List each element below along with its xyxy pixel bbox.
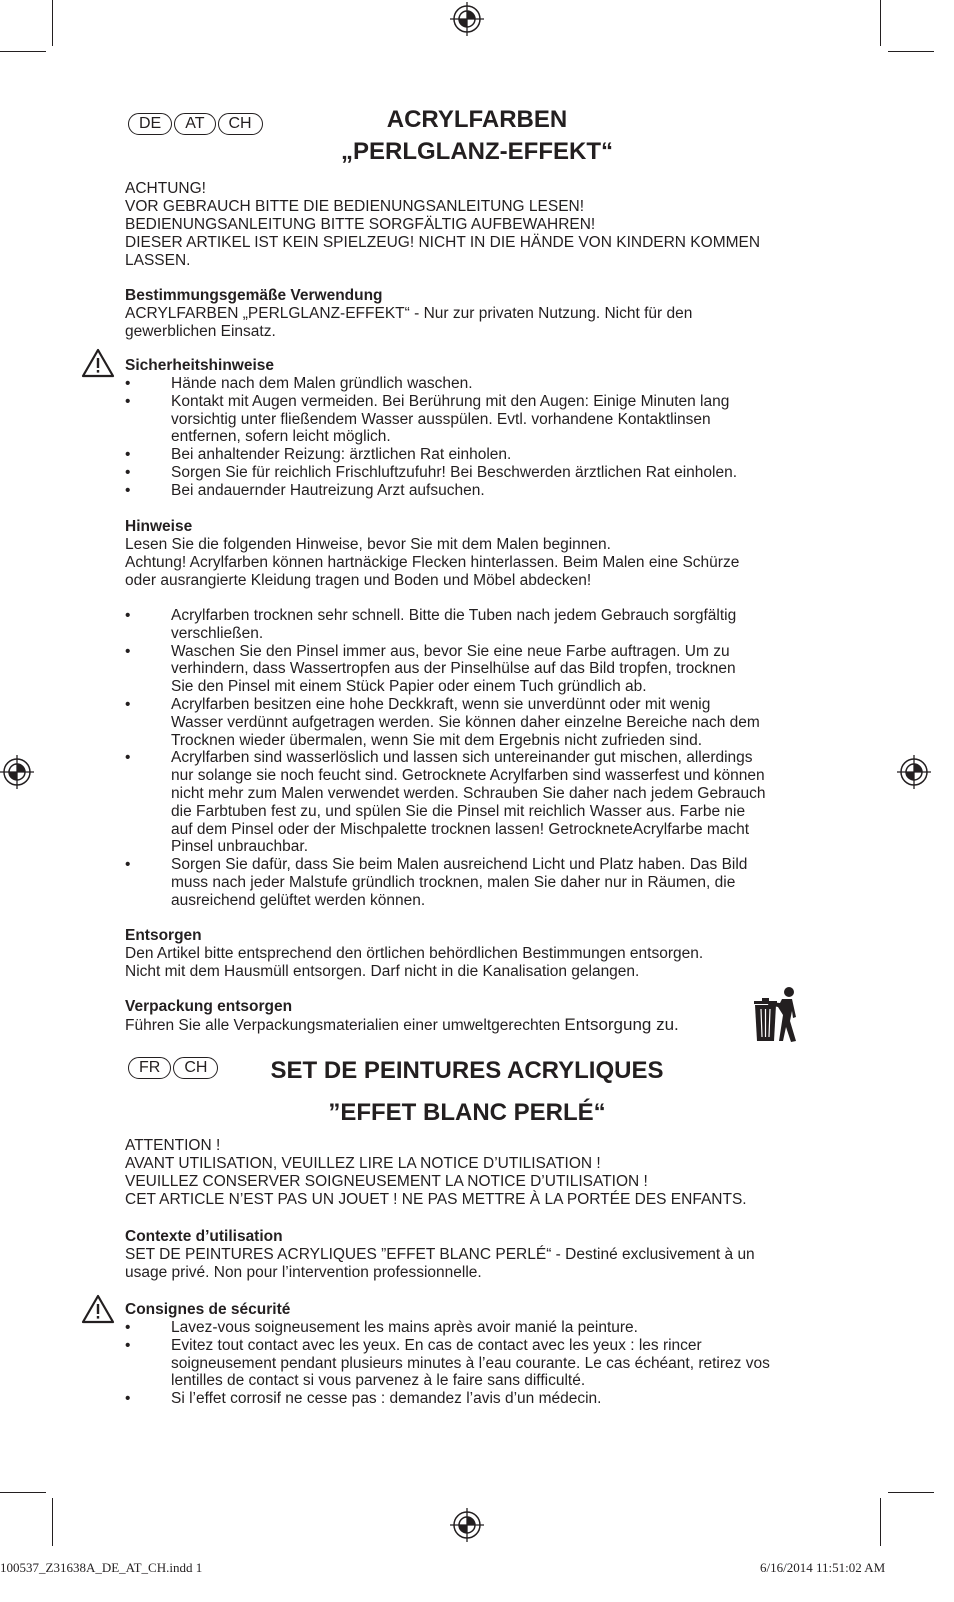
- paragraph-line: Führen Sie alle Verpackungsmaterialien einer umweltgerechten: [125, 1017, 565, 1034]
- title-line: „PERLGLANZ-EFFEKT“: [341, 138, 613, 165]
- section-heading: Contexte d’utilisation: [125, 1228, 283, 1245]
- paragraph-line: Nicht mit dem Hausmüll entsorgen. Darf nicht in die Kanalisation gelangen.: [125, 963, 640, 980]
- warning-line: BEDIENUNGSANLEITUNG BITTE SORGFÄLTIG AUFBEWAHREN!: [125, 216, 596, 233]
- paragraph-line: usage privé. Non pour l’intervention professionnelle.: [125, 1264, 482, 1281]
- language-badge: CH: [173, 1057, 218, 1079]
- crop-mark: [880, 0, 881, 46]
- waste-bin-person-icon: [752, 985, 800, 1043]
- safety-section: [125, 357, 825, 500]
- language-badge: DE: [128, 113, 172, 135]
- paragraph-line: Lesen Sie die folgenden Hinweise, bevor Sie mit dem Malen beginnen.: [125, 536, 611, 553]
- language-badge: AT: [174, 113, 215, 135]
- list-item: • Hände nach dem Malen gründlich waschen.: [125, 375, 473, 392]
- list-item: • Sorgen Sie für reichlich Frischluftzufuhr! Bei Beschwerden ärztlichen Rat einholen.: [125, 463, 738, 481]
- section-title: [0, 1050, 934, 1134]
- section-heading: Entsorgen: [125, 927, 202, 944]
- crop-mark: [52, 0, 53, 46]
- list-item: • Acrylfarben sind wasserlöslich und lassen sich untereinander gut mischen, allerdings nur solange sie noch feucht sind. Getrocknete Acrylfarben sind wasserfest und können nicht mehr zum Malen verwendet werden. Schrauben Sie daher nach jedem Gebrauch die Farbtuben fest zu, und spülen Sie die Pinsel mit reichlich Wasser aus. Farbe nie auf dem Pinsel oder der Mischpalette trocknen lassen! GetrockneteAcrylfarbe macht Pinsel unbrauchbar.: [125, 749, 766, 856]
- warning-block: [125, 180, 760, 270]
- list-item: • Sorgen Sie dafür, dass Sie beim Malen ausreichend Licht und Platz haben. Das Bild muss nach jeder Malstufe gründlich trocknen, malen Sie daher nur in Räumen, die ausreichend gelüftet werden können.: [125, 856, 748, 909]
- warning-line: VEUILLEZ CONSERVER SOIGNEUSEMENT LA NOTICE D’UTILISATION !: [125, 1173, 648, 1190]
- paragraph-line: ACRYLFARBEN „PERLGLANZ-EFFEKT“ - Nur zur privaten Nutzung. Nicht für den: [125, 305, 693, 322]
- title-line: ”EFFET BLANC PERLÉ“: [328, 1099, 606, 1126]
- language-badge: CH: [218, 113, 263, 135]
- list-item: • Evitez tout contact avec les yeux. En cas de contact avec les yeux : les rincer soigneusement pendant plusieurs minutes à l’eau courante. Le cas échéant, retirez vos lentilles de contact si vous parvenez à le faire sans difficulté.: [125, 1336, 770, 1390]
- paragraph-line-end: Entsorgung zu.: [564, 1015, 679, 1034]
- paragraph-line: oder ausrangierte Kleidung tragen und Boden und Möbel abdecken!: [125, 572, 592, 589]
- safety-list: [125, 1319, 845, 1408]
- title-line: ACRYLFARBEN: [386, 106, 568, 133]
- notes-list: [125, 607, 766, 910]
- intended-use-section: [125, 1228, 755, 1282]
- crop-mark: [888, 1492, 934, 1493]
- list-item: • Waschen Sie den Pinsel immer aus, bevor Sie eine neue Farbe auftragen. Um zu verhindern, dass Wassertropfen aus der Pinselhülse auf das Bild tropfen, trocknen Sie den Pinsel mit einem Stück Papier oder einem Tuch gründlich ab.: [125, 642, 736, 696]
- warning-block: [125, 1137, 747, 1209]
- page-title: [0, 104, 954, 168]
- warning-line: VOR GEBRAUCH BITTE DIE BEDIENUNGSANLEITUNG LESEN!: [125, 198, 585, 215]
- list-item: • Kontakt mit Augen vermeiden. Bei Berührung mit den Augen: Einige Minuten lang vorsichtig unter fließendem Wasser ausspülen. Evtl. vorhandene Kontaktlinsen entfernen, sofern leicht möglich.: [125, 392, 730, 446]
- warning-line: ATTENTION !: [125, 1137, 221, 1154]
- crop-mark: [880, 1498, 881, 1546]
- registration-mark-icon: [450, 2, 484, 36]
- paragraph-line: Den Artikel bitte entsprechend den örtlichen behördlichen Bestimmungen entsorgen.: [125, 945, 704, 962]
- paragraph-line: SET DE PEINTURES ACRYLIQUES ”EFFET BLANC PERLÉ“ - Destiné exclusivement à un: [125, 1246, 755, 1263]
- registration-mark-icon: [450, 1508, 484, 1542]
- list-item: • Lavez-vous soigneusement les mains après avoir manié la peinture.: [125, 1319, 638, 1336]
- paragraph-line: gewerblichen Einsatz.: [125, 323, 276, 340]
- safety-section: [125, 1301, 845, 1408]
- section-heading: Bestimmungsgemäße Verwendung: [125, 287, 383, 304]
- notes-section: [125, 518, 825, 590]
- list-item: • Bei andauernder Hautreizung Arzt aufsuchen.: [125, 481, 485, 499]
- footer-file-name: 100537_Z31638A_DE_AT_CH.indd 1: [0, 1560, 203, 1575]
- crop-mark: [0, 1492, 46, 1493]
- warning-triangle-icon: [81, 1294, 115, 1324]
- warning-line: AVANT UTILISATION, VEUILLEZ LIRE LA NOTICE D’UTILISATION !: [125, 1155, 601, 1172]
- list-item: • Bei anhaltender Reizung: ärztlichen Rat einholen.: [125, 446, 512, 464]
- crop-mark: [888, 51, 934, 52]
- footer-timestamp: 6/16/2014 11:51:02 AM: [760, 1560, 886, 1575]
- warning-line: CET ARTICLE N’EST PAS UN JOUET ! NE PAS METTRE À LA PORTÉE DES ENFANTS.: [125, 1191, 747, 1208]
- paragraph-line: Achtung! Acrylfarben können hartnäckige Flecken hinterlassen. Beim Malen eine Schürze: [125, 554, 740, 571]
- list-item: • Acrylfarben trocknen sehr schnell. Bitte die Tuben nach jedem Gebrauch sorgfältig verschließen.: [125, 607, 737, 642]
- title-line: SET DE PEINTURES ACRYLIQUES: [270, 1057, 664, 1084]
- list-item: • Si l’effet corrosif ne cesse pas : demandez l’avis d’un médecin.: [125, 1390, 602, 1408]
- section-heading: Consignes de sécurité: [125, 1301, 291, 1318]
- section-heading: Verpackung entsorgen: [125, 998, 293, 1015]
- list-item: • Acrylfarben besitzen eine hohe Deckkraft, wenn sie unverdünnt oder mit wenig Wasser verdünnt aufgetragen werden. Sie können daher einzelne Bereiche nach dem Trocknen wieder übermalen, wenn Sie mit dem Ergebnis nicht zufrieden sind.: [125, 695, 760, 749]
- warning-line: LASSEN.: [125, 252, 191, 269]
- registration-mark-icon: [0, 755, 34, 789]
- language-badge: FR: [128, 1057, 171, 1079]
- section-heading: Hinweise: [125, 518, 193, 535]
- intended-use-section: [125, 287, 692, 341]
- registration-mark-icon: [897, 755, 931, 789]
- crop-mark: [0, 51, 46, 52]
- disposal-section: [125, 927, 703, 981]
- safety-list: [125, 375, 825, 500]
- packaging-section: [125, 998, 679, 1035]
- crop-mark: [52, 1498, 53, 1546]
- warning-line: ACHTUNG!: [125, 180, 206, 197]
- section-heading: Sicherheitshinweise: [125, 357, 275, 374]
- warning-triangle-icon: [81, 348, 115, 378]
- warning-line: DIESER ARTIKEL IST KEIN SPIELZEUG! NICHT IN DIE HÄNDE VON KINDERN KOMMEN: [125, 234, 761, 251]
